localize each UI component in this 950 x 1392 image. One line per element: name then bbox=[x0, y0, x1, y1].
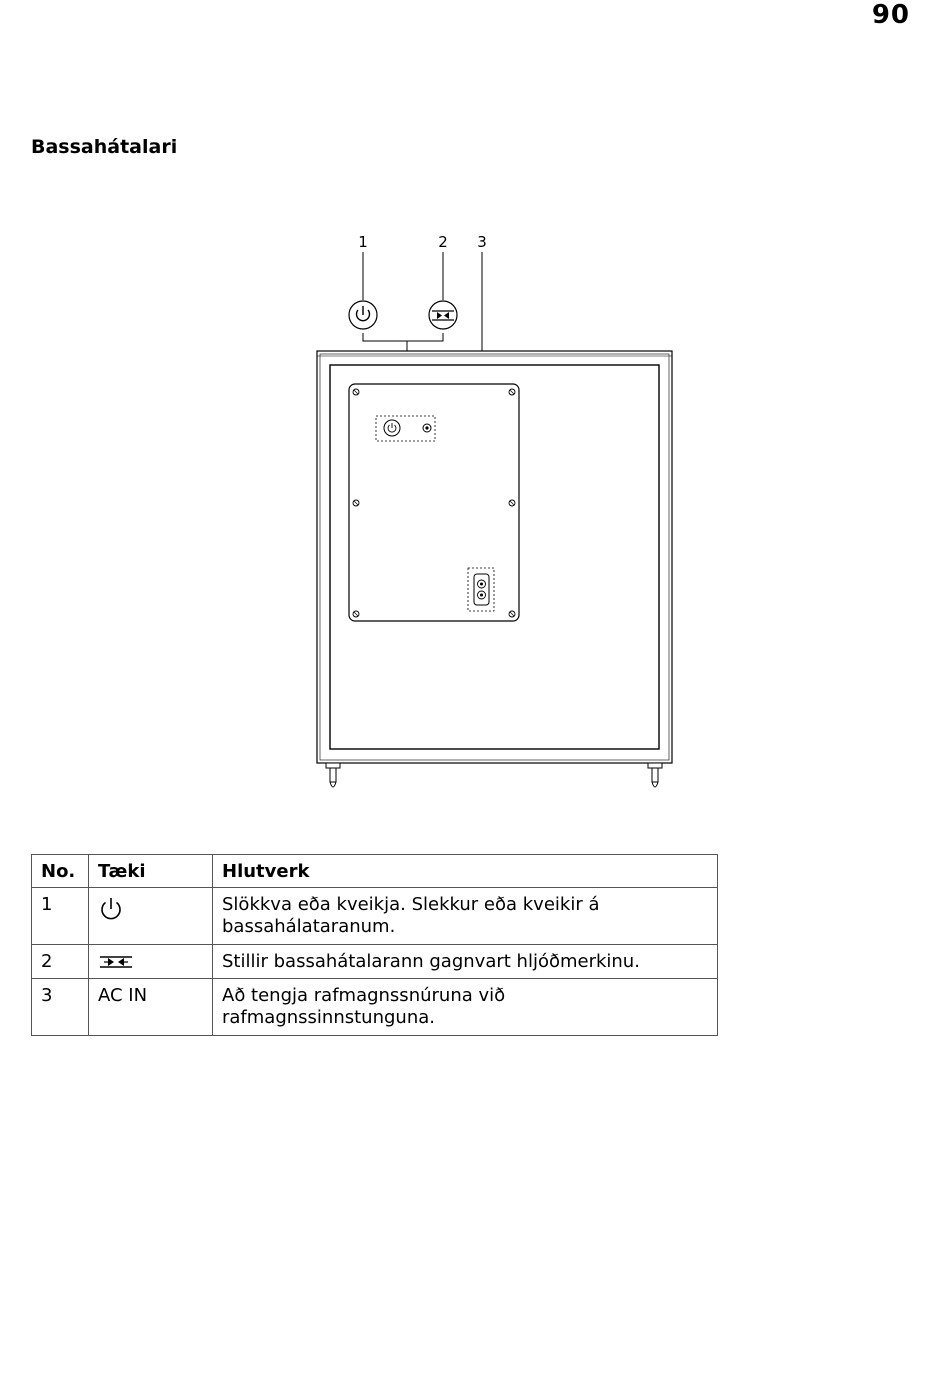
page-number: 90 bbox=[871, 0, 910, 30]
panel-power-button bbox=[384, 420, 400, 436]
row-device: AC IN bbox=[89, 979, 213, 1036]
callout-3: 3 bbox=[477, 233, 487, 251]
callout-1: 1 bbox=[358, 233, 368, 251]
power-icon bbox=[349, 301, 377, 329]
row-function: Slökkva eða kveikja. Slekkur eða kveikir á bassahálataranum. bbox=[213, 888, 718, 945]
row-no: 3 bbox=[32, 979, 89, 1036]
header-device: Tæki bbox=[89, 855, 213, 888]
table-row bbox=[32, 979, 718, 1036]
row-device bbox=[89, 888, 213, 945]
sync-icon bbox=[429, 301, 457, 329]
header-no: No. bbox=[32, 855, 89, 888]
section-title: Bassahátalari bbox=[31, 136, 178, 158]
cabinet-feet bbox=[326, 763, 662, 787]
row-function: Að tengja rafmagnssnúruna við rafmagnssinnstunguna. bbox=[213, 979, 718, 1036]
callout-2: 2 bbox=[438, 233, 448, 251]
row-no: 2 bbox=[32, 945, 89, 979]
table-row bbox=[32, 945, 718, 979]
sync-icon bbox=[98, 952, 134, 972]
table-row bbox=[32, 888, 718, 945]
rear-panel bbox=[349, 384, 519, 621]
panel-sync-button bbox=[423, 424, 431, 432]
row-function: Stillir bassahátalarann gagnvart hljóðmerkinu. bbox=[213, 945, 718, 979]
header-function: Hlutverk bbox=[213, 855, 718, 888]
ac-socket-icon bbox=[474, 574, 489, 605]
row-no: 1 bbox=[32, 888, 89, 945]
row-device bbox=[89, 945, 213, 979]
table-header-row bbox=[32, 855, 718, 888]
function-table bbox=[31, 854, 718, 1036]
power-icon bbox=[98, 894, 124, 922]
